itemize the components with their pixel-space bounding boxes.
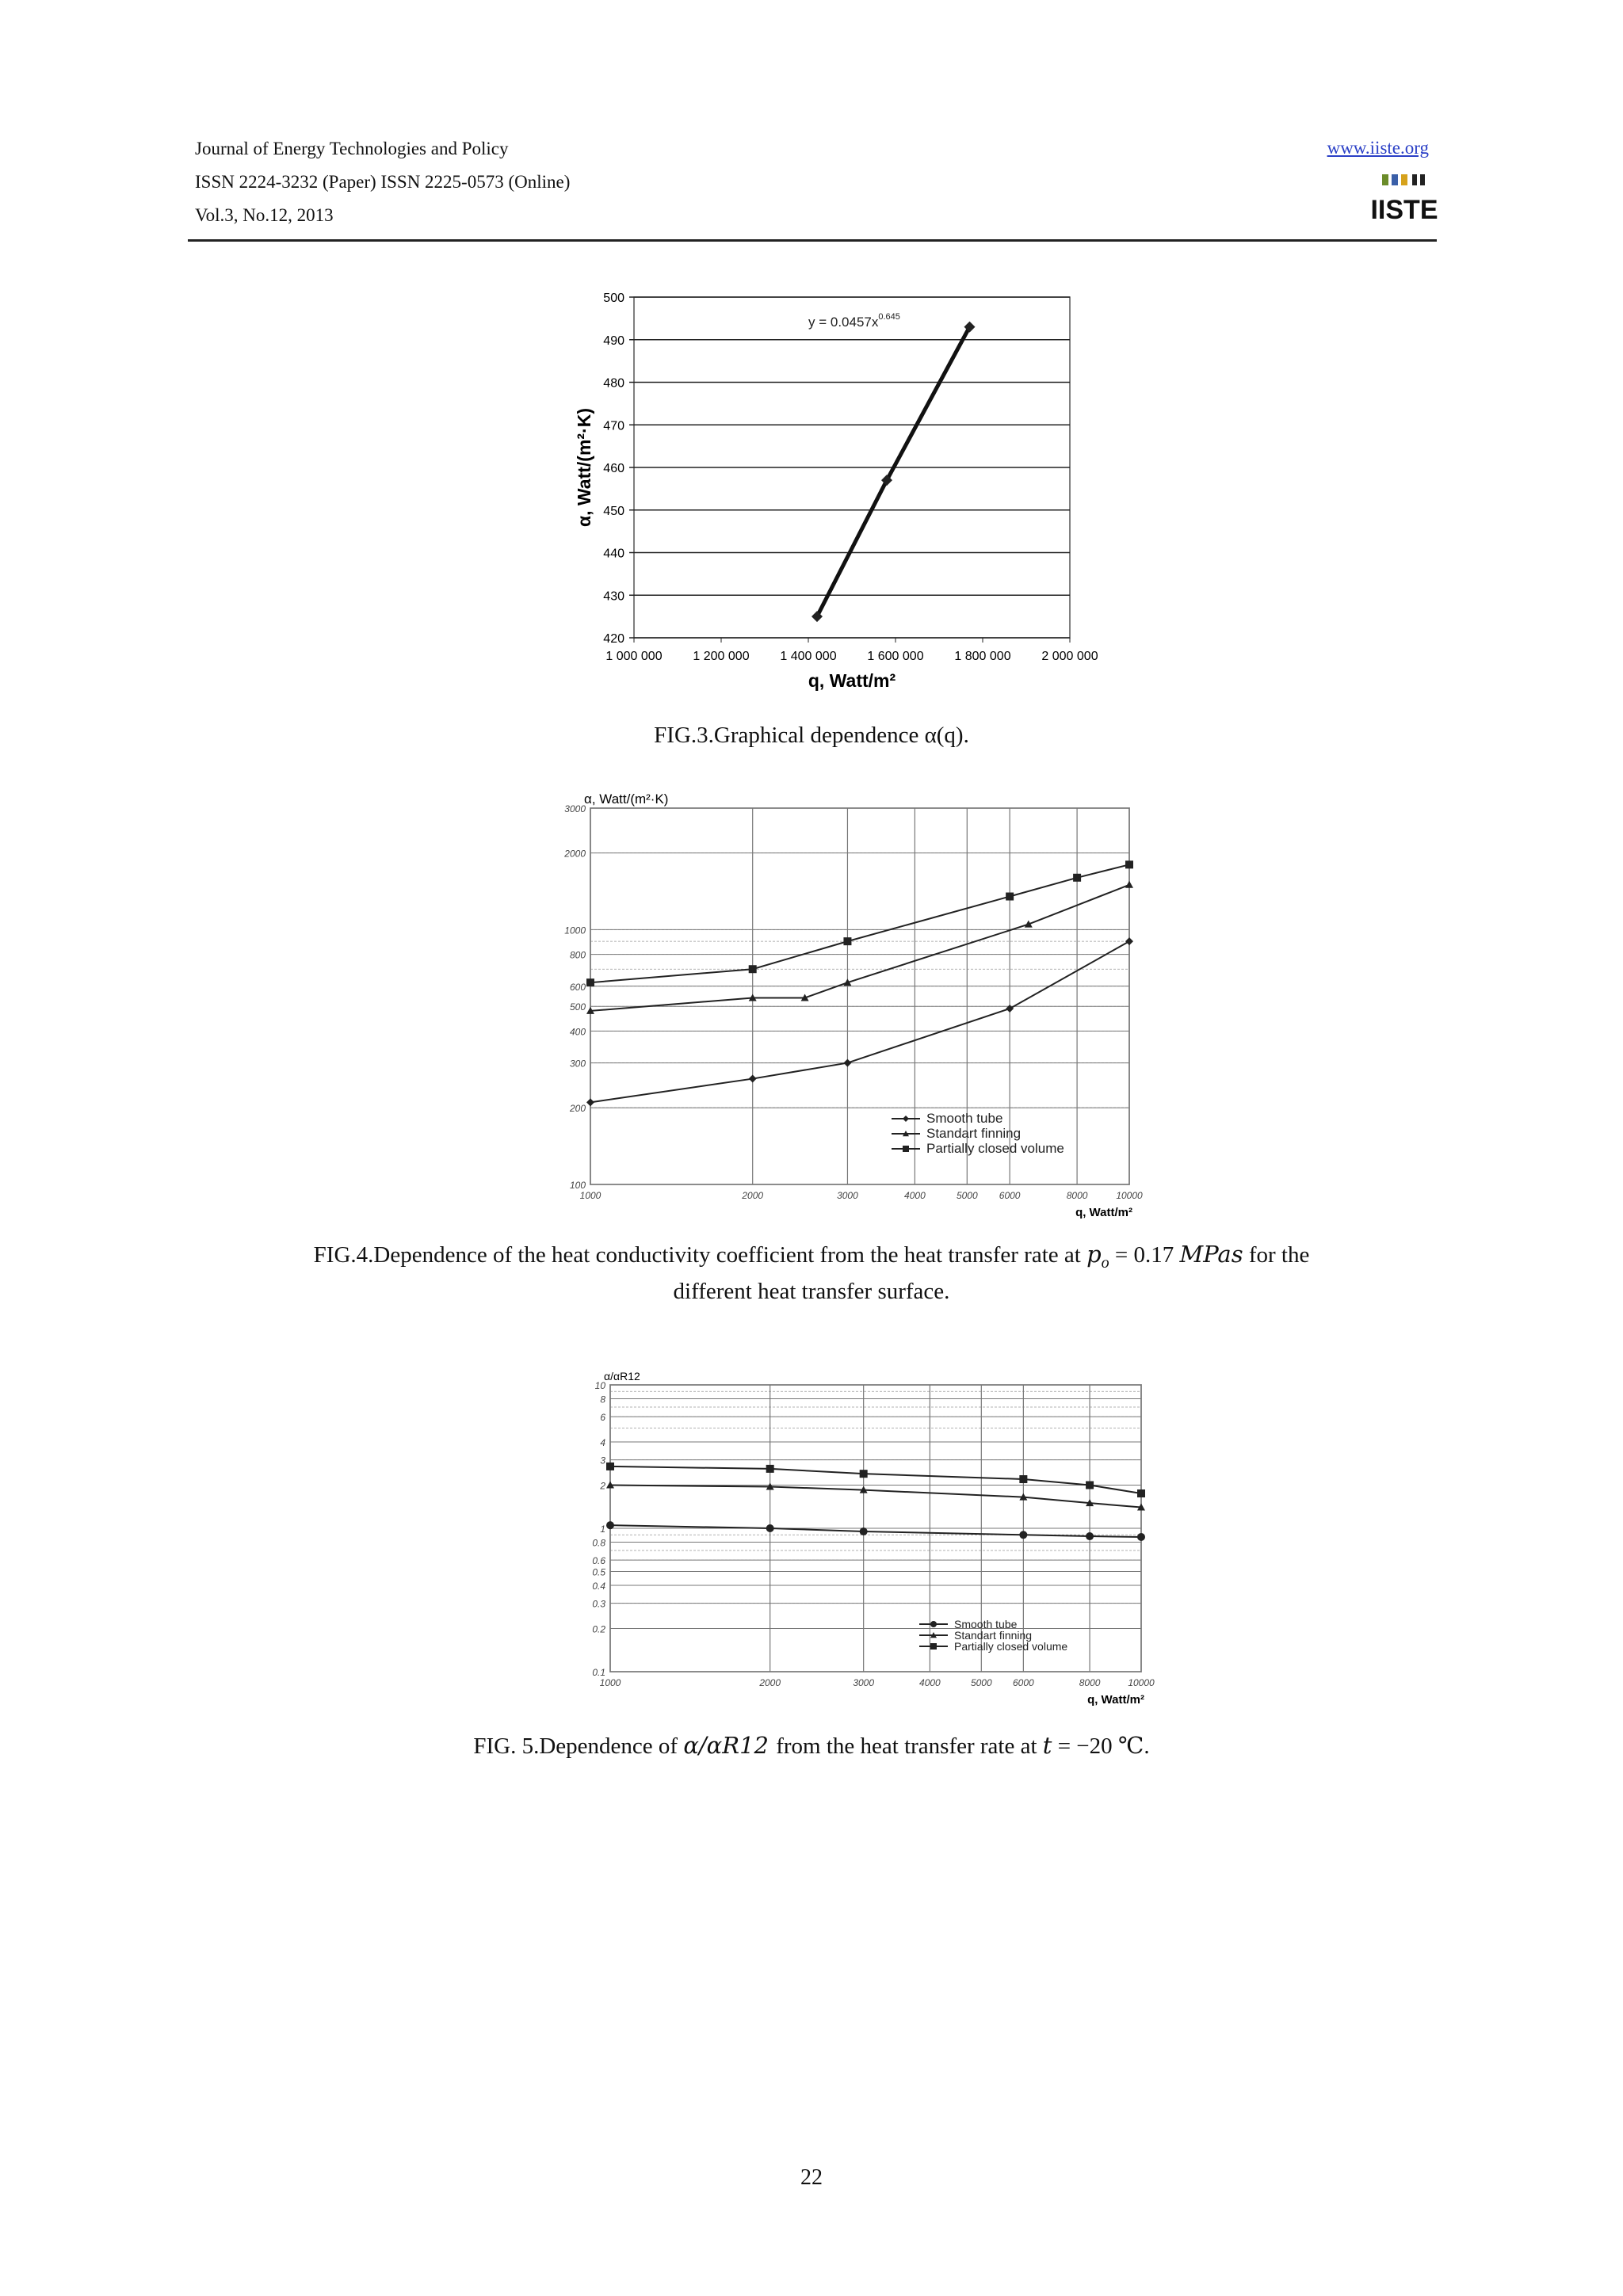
fig5-xtick-label: 3000 <box>853 1677 875 1688</box>
fig5-xtick-label: 8000 <box>1079 1677 1101 1688</box>
fig4-ytick-label: 1000 <box>564 925 586 936</box>
fig3-xtick-label: 1 600 000 <box>867 650 924 663</box>
fig3-annotation: $y = 0.0457x^{0.645}$ <box>808 312 900 330</box>
journal-header <box>195 138 570 238</box>
figure-3-chart <box>0 277 1623 705</box>
fig5-caption-val: = −20 ℃. <box>1052 1733 1150 1759</box>
page-number: 22 <box>800 2165 823 2190</box>
fig5-data-point <box>1086 1482 1094 1489</box>
fig4-xtick-label: 3000 <box>837 1190 858 1201</box>
fig3-series-line <box>817 327 970 617</box>
iiste-logo <box>1370 173 1438 227</box>
fig3-xtick-label: 1 000 000 <box>605 650 663 663</box>
fig5-data-point <box>766 1465 774 1473</box>
fig3-ytick-label: 450 <box>603 504 624 518</box>
fig5-xtick-label: 4000 <box>919 1677 941 1688</box>
fig4-xtick-label: 4000 <box>904 1190 926 1201</box>
fig5-caption-t: t <box>1042 1732 1052 1759</box>
fig4-ytick-label: 400 <box>569 1026 586 1038</box>
fig4-caption-eq: = 0.17 <box>1109 1242 1180 1268</box>
fig4-xtick-label: 8000 <box>1066 1190 1088 1201</box>
fig3-ytick-label: 490 <box>603 334 624 348</box>
fig4-xtick-label: 6000 <box>999 1190 1021 1201</box>
fig5-data-point <box>606 1521 614 1529</box>
fig4-data-point <box>749 965 757 973</box>
header-rule <box>188 239 1437 242</box>
figure-3-caption: FIG.3.Graphical dependence α(q). <box>654 723 969 748</box>
fig4-legend-label: Smooth tube <box>926 1111 1003 1126</box>
fig5-xtick-label: 2000 <box>759 1677 781 1688</box>
fig3-xtick-label: 2 000 000 <box>1041 650 1098 663</box>
fig5-data-point <box>1137 1533 1145 1541</box>
website-link[interactable]: www.iiste.org <box>1327 138 1429 158</box>
fig5-legend-label: Smooth tube <box>954 1618 1018 1630</box>
fig5-ylabel: α/αR12 <box>604 1370 640 1383</box>
fig3-ytick-label: 460 <box>603 462 624 475</box>
fig3-ytick-label: 480 <box>603 376 624 391</box>
fig4-caption-math: p <box>1086 1241 1102 1268</box>
fig4-ytick-label: 100 <box>569 1180 586 1191</box>
fig4-xtick-label: 10000 <box>1116 1190 1143 1201</box>
fig4-data-point <box>1125 937 1133 945</box>
fig4-ylabel: α, Watt/(m²·K) <box>584 791 669 807</box>
fig3-ytick-label: 500 <box>603 292 624 305</box>
fig4-caption-line2: different heat transfer surface. <box>673 1278 950 1304</box>
fig4-legend-marker <box>903 1116 909 1122</box>
figure-5-caption <box>0 1731 1623 1760</box>
fig5-xlabel: q, Watt/m² <box>1087 1693 1144 1707</box>
fig5-ytick-label: 2 <box>600 1480 605 1492</box>
fig5-caption-pre: FIG. 5.Dependence of <box>473 1733 684 1759</box>
fig5-xtick-label: 1000 <box>599 1677 621 1688</box>
fig5-xtick-label: 5000 <box>970 1677 992 1688</box>
fig5-xtick-label: 10000 <box>1128 1677 1155 1688</box>
fig5-ytick-label: 0.8 <box>592 1537 605 1549</box>
fig4-xlabel: q, Watt/m² <box>1075 1206 1132 1219</box>
fig4-ytick-label: 2000 <box>564 848 586 860</box>
fig4-series-line-1 <box>590 885 1129 1011</box>
fig5-ytick-label: 0.2 <box>592 1623 605 1635</box>
fig5-ytick-label: 4 <box>600 1437 605 1449</box>
fig4-data-point <box>843 937 851 945</box>
fig4-legend-label: Standart finning <box>926 1126 1022 1141</box>
fig4-xtick-label: 5000 <box>956 1190 978 1201</box>
fig4-ytick-label: 600 <box>569 981 586 993</box>
figure-5-chart <box>0 1363 1623 1711</box>
fig4-legend-marker <box>903 1146 909 1152</box>
fig3-xtick-label: 1 400 000 <box>780 650 837 663</box>
fig4-data-point <box>1125 860 1133 868</box>
fig5-ytick-label: 6 <box>600 1412 605 1424</box>
fig4-data-point <box>1006 893 1014 901</box>
fig5-legend-label: Partially closed volume <box>954 1640 1068 1653</box>
fig4-data-point <box>1006 1005 1014 1013</box>
fig5-ytick-label: 10 <box>594 1380 605 1391</box>
fig4-data-point <box>749 1075 757 1083</box>
fig4-caption-post: for the <box>1243 1242 1310 1268</box>
fig5-data-point <box>1019 1475 1027 1483</box>
fig5-series-line-2 <box>610 1466 1141 1493</box>
fig5-legend-label: Standart finning <box>954 1629 1033 1642</box>
fig5-ytick-label: 0.6 <box>592 1555 605 1567</box>
journal-issn: ISSN 2224-3232 (Paper) ISSN 2225-0573 (Online) <box>195 172 571 192</box>
fig3-ylabel: α, Watt/(m²·K) <box>574 408 594 527</box>
fig4-ytick-label: 300 <box>569 1058 586 1070</box>
fig5-data-point <box>766 1524 774 1532</box>
fig4-plot-frame <box>590 808 1129 1184</box>
fig4-caption-sub: o <box>1101 1253 1109 1272</box>
fig4-xtick-label: 1000 <box>579 1190 601 1201</box>
fig4-xtick-label: 2000 <box>742 1190 764 1201</box>
fig5-legend-marker <box>930 1621 937 1627</box>
fig5-data-point <box>860 1470 868 1478</box>
fig5-ytick-label: 8 <box>600 1394 605 1405</box>
fig5-data-point <box>1086 1532 1094 1540</box>
fig5-xtick-label: 6000 <box>1013 1677 1034 1688</box>
figure-4-chart <box>0 784 1623 1236</box>
fig4-caption-unit: MPas <box>1179 1241 1243 1268</box>
fig3-ytick-label: 420 <box>603 632 624 646</box>
fig5-data-point <box>1019 1531 1027 1539</box>
fig4-data-point <box>1073 874 1081 882</box>
fig4-series-line-0 <box>590 941 1129 1102</box>
fig4-ytick-label: 800 <box>569 949 586 961</box>
fig4-ytick-label: 3000 <box>564 803 586 814</box>
logo-text: IISTE <box>1370 195 1438 225</box>
fig4-data-point <box>586 1098 594 1106</box>
fig3-ytick-label: 470 <box>603 419 624 433</box>
fig5-ytick-label: 0.4 <box>592 1581 605 1592</box>
fig5-data-point <box>1137 1489 1145 1497</box>
fig3-xtick-label: 1 200 000 <box>693 650 750 663</box>
fig5-series-line-1 <box>610 1486 1141 1508</box>
fig5-data-point <box>606 1463 614 1470</box>
fig5-ytick-label: 0.3 <box>592 1598 605 1610</box>
figure-4-caption <box>0 1240 1623 1306</box>
fig3-ytick-label: 430 <box>603 589 624 604</box>
fig4-data-point <box>1125 881 1133 888</box>
fig5-ytick-label: 0.1 <box>592 1667 605 1678</box>
fig5-ytick-label: 1 <box>600 1524 605 1535</box>
journal-title: Journal of Energy Technologies and Policy <box>195 139 509 158</box>
fig5-caption-mid: from the heat transfer rate at <box>776 1733 1043 1759</box>
fig4-series-line-2 <box>590 864 1129 982</box>
fig5-ytick-label: 0.5 <box>592 1566 605 1578</box>
fig4-data-point <box>586 978 594 986</box>
fig5-data-point <box>860 1527 868 1535</box>
fig4-ytick-label: 200 <box>569 1103 586 1115</box>
fig5-ytick-label: 3 <box>600 1455 605 1466</box>
fig4-data-point <box>843 1059 851 1067</box>
fig3-xlabel: q, Watt/m² <box>808 670 896 691</box>
journal-volume: Vol.3, No.12, 2013 <box>195 205 334 225</box>
fig5-series-line-0 <box>610 1525 1141 1537</box>
fig5-caption-math: α/αR12 <box>683 1732 777 1759</box>
fig5-legend-marker <box>930 1643 937 1650</box>
fig4-caption-pre: FIG.4.Dependence of the heat conductivity coefficient from the heat transfer rate at <box>313 1242 1087 1268</box>
fig4-legend-label: Partially closed volume <box>926 1141 1064 1156</box>
fig3-ytick-label: 440 <box>603 547 624 561</box>
fig3-xtick-label: 1 800 000 <box>954 650 1011 663</box>
fig4-ytick-label: 500 <box>569 1001 586 1013</box>
